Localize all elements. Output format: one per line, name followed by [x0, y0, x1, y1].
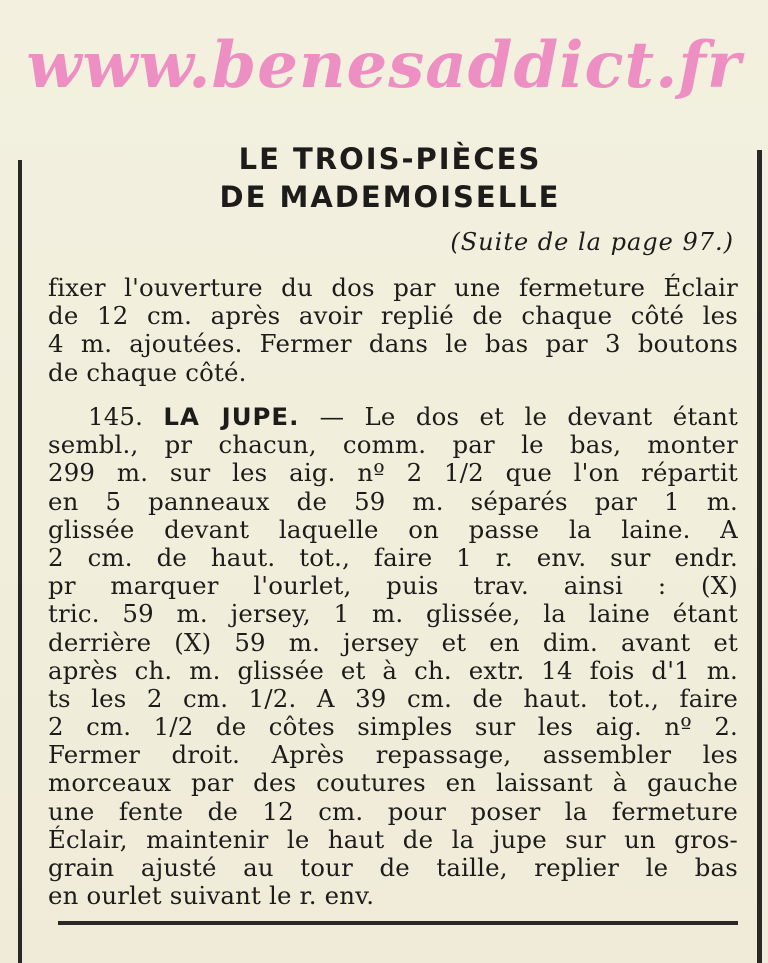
text-line: pr marquer l'ourlet, puis trav. ainsi : (X) [48, 571, 738, 601]
text-line: après ch. m. glissée et à ch. extr. 14 fois d'1 m. [48, 655, 738, 685]
text-line: sembl., pr chacun, comm. par le bas, monter [48, 430, 738, 460]
paragraph-1 [48, 274, 738, 387]
section-heading: LA JUPE. [163, 402, 300, 431]
text-line: de chaque côté. [48, 357, 247, 387]
text-line: Fermer droit. Après repassage, assembler les [48, 740, 738, 770]
paragraph-2-lead-line [48, 403, 738, 431]
text-line: Éclair, maintenir le haut de la jupe sur un gros- [48, 824, 738, 854]
text-line: en ourlet suivant le r. env. [48, 881, 375, 911]
text-line: 2 cm. de haut. tot., faire 1 r. env. sur endr. [48, 542, 738, 572]
text-line: ts les 2 cm. 1/2. A 39 cm. de haut. tot., faire [48, 683, 738, 713]
text-line: morceaux par des coutures en laissant à gauche [48, 768, 738, 798]
text-line: 2 cm. 1/2 de côtes simples sur les aig. nº 2. [48, 712, 738, 742]
text-line: de 12 cm. après avoir replié de chaque côté les [48, 301, 738, 331]
text-line: fixer l'ouverture du dos par une fermeture Éclair [48, 273, 738, 302]
text-line: 299 m. sur les aig. nº 2 1/2 que l'on répartit [48, 458, 738, 488]
article-title-line-2: DE MADEMOISELLE [219, 180, 561, 214]
text-line: grain ajusté au tour de taille, replier le bas [48, 853, 738, 882]
text-line: en 5 panneaux de 59 m. séparés par 1 m. [48, 486, 738, 516]
right-column-rule [757, 150, 762, 963]
article-title-line-1: LE TROIS-PIÈCES [238, 142, 542, 176]
left-column-rule [18, 160, 22, 963]
text-line: tric. 59 m. jersey, 1 m. glissée, la laine étant [48, 599, 738, 629]
continuation-note: (Suite de la page 97.) [450, 228, 734, 256]
text-line: derrière (X) 59 m. jersey et en dim. avant et [48, 627, 738, 657]
text-line: glissée devant laquelle on passe la laine. A [48, 514, 738, 544]
paragraph-2 [48, 403, 738, 910]
text-line: 4 m. ajoutées. Fermer dans le bas par 3 boutons [48, 329, 738, 359]
watermark-url: www.benesaddict.fr [26, 28, 742, 103]
section-number: 145. [88, 402, 144, 431]
bottom-rule [58, 921, 738, 925]
text-line: une fente de 12 cm. pour poser la fermeture [48, 796, 738, 826]
lead-line-rest: — Le dos et le devant étant [299, 402, 739, 431]
